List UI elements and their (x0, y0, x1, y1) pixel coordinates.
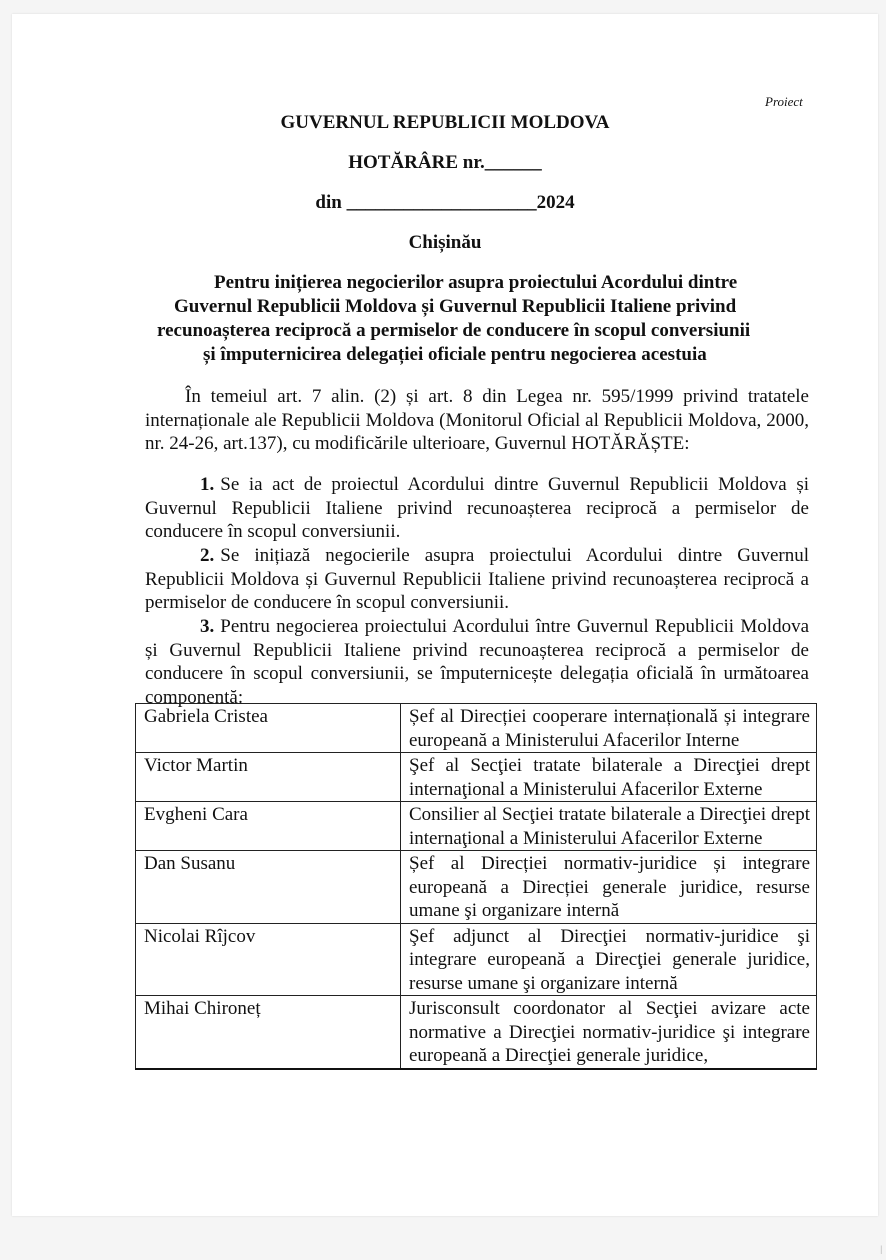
member-role: Consilier al Secţiei tratate bilaterale a Direcţiei drept internaţional a Ministerului Afacerilor Externe (401, 802, 817, 851)
member-role: Șef al Direcției cooperare internațională și integrare europeană a Ministerului Afacerilor Interne (401, 704, 817, 753)
decision-heading: HOTĂRÂRE nr.______ (348, 152, 542, 173)
table-row (136, 851, 817, 924)
member-role: Șef al Direcției normativ-juridice și integrare europeană a Direcției generale juridice, resurse umane şi organizare internă (401, 851, 817, 924)
member-name: Dan Susanu (136, 851, 401, 924)
table-row (136, 704, 817, 753)
page-edge-mark: | (880, 1244, 882, 1254)
title-line-4: și împuternicirea delegației oficiale pentru negocierea acestuia (203, 344, 707, 365)
title-line-3: recunoașterea reciprocă a permiselor de conducere în scopul conversiunii (157, 320, 751, 341)
point-number: 1. (200, 474, 215, 495)
title-line-2: Guvernul Republicii Moldova și Guvernul Republicii Italiene privind (174, 296, 737, 317)
location-line: Chișinău (408, 232, 482, 253)
table-row (136, 996, 817, 1069)
table-row (136, 753, 817, 802)
point-text: Se inițiază negocierile asupra proiectului Acordului dintre Guvernul Republicii Moldova și Guvernul Republicii Italiene privind recunoașterea reciprocă a permiselor de conducere în scopul conversiunii. (145, 545, 809, 613)
project-label: Proiect (765, 94, 803, 109)
member-name: Evgheni Cara (136, 802, 401, 851)
member-role: Şef al Secţiei tratate bilaterale a Direcţiei drept internaţional a Ministerului Afacerilor Externe (401, 753, 817, 802)
member-name: Mihai Chironeț (136, 996, 401, 1069)
point-text: Pentru negocierea proiectului Acordului între Guvernul Republicii Moldova și Guvernul Republicii Italiene privind recunoașterea reciprocă a permiselor de conducere în scopul conversiunii, se împuternicește delegația oficială în următoarea componentă: (145, 616, 809, 708)
member-name: Gabriela Cristea (136, 704, 401, 753)
point-text: Se ia act de proiectul Acordului dintre Guvernul Republicii Moldova și Guvernul Republicii Italiene privind recunoașterea reciprocă a permiselor de conducere în scopul conversiunii. (145, 474, 809, 542)
point-2 (145, 544, 809, 615)
point-1 (145, 473, 809, 544)
title-line-1: Pentru inițierea negocierilor asupra proiectului Acordului dintre (214, 272, 738, 293)
member-name: Victor Martin (136, 753, 401, 802)
member-name: Nicolai Rîjcov (136, 923, 401, 996)
table-row (136, 923, 817, 996)
preamble-paragraph: În temeiul art. 7 alin. (2) și art. 8 din Legea nr. 595/1999 privind tratatele internaționale ale Republicii Moldova (Monitorul Oficial al Republicii Moldova, 2000, nr. 24-26, art.137), cu modificările ulterioare, Guvernul HOTĂRĂȘTE: (145, 386, 809, 454)
table-row (136, 802, 817, 851)
member-role: Şef adjunct al Direcţiei normativ-juridice şi integrare europeană a Direcţiei generale juridice, resurse umane şi organizare internă (401, 923, 817, 996)
point-number: 2. (200, 545, 215, 566)
government-heading: GUVERNUL REPUBLICII MOLDOVA (280, 112, 610, 133)
date-line: din ____________________2024 (315, 192, 575, 213)
point-number: 3. (200, 616, 215, 637)
member-role: Jurisconsult coordonator al Secţiei avizare acte normative a Direcţiei normativ-juridice şi integrare europeană a Direcţiei generale juridice, (401, 996, 817, 1069)
document-page (12, 14, 878, 1216)
point-3 (145, 615, 809, 709)
delegation-table (135, 703, 817, 1070)
